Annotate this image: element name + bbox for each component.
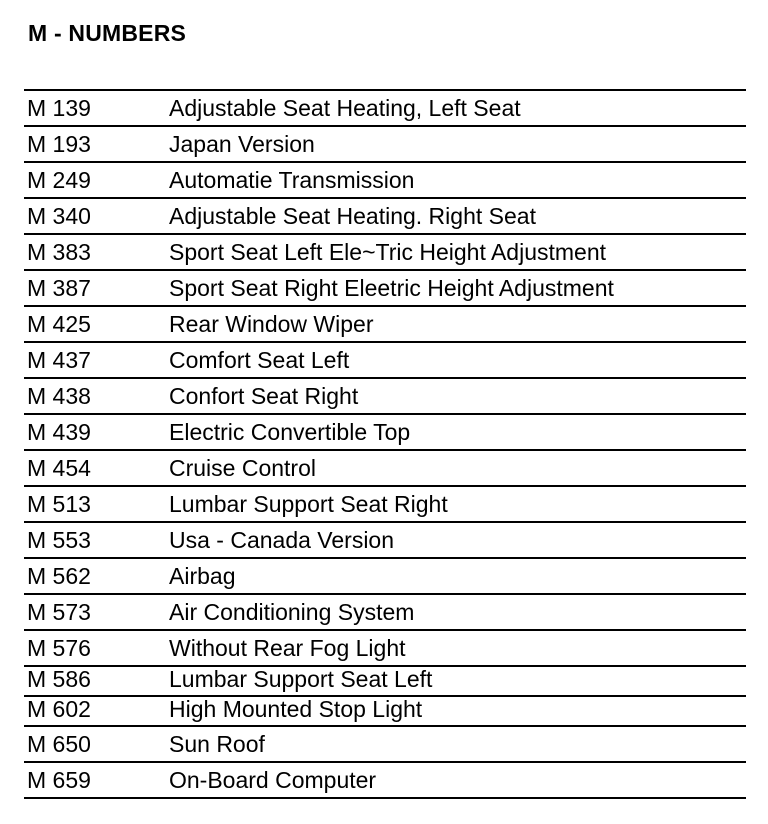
table-row: [24, 307, 746, 343]
m-code: M 562: [27, 563, 91, 589]
m-description: Airbag: [169, 563, 236, 589]
table-row: [24, 523, 746, 559]
m-description: Confort Seat Right: [169, 383, 359, 409]
table-row: [24, 343, 746, 379]
m-description: Sport Seat Left Ele~Tric Height Adjustment: [169, 239, 607, 265]
m-description: Lumbar Support Seat Left: [169, 666, 433, 692]
m-description: Without Rear Fog Light: [169, 635, 406, 661]
table-row: [24, 127, 746, 163]
m-code: M 387: [27, 275, 91, 301]
m-description: Japan Version: [169, 131, 315, 157]
m-description: Comfort Seat Left: [169, 347, 350, 373]
m-description: Lumbar Support Seat Right: [169, 491, 448, 517]
table-row: [24, 763, 746, 799]
table-row: [24, 451, 746, 487]
table-row: [24, 199, 746, 235]
m-code: M 425: [27, 311, 91, 337]
m-description: Adjustable Seat Heating, Left Seat: [169, 95, 521, 121]
m-code: M 602: [27, 696, 91, 722]
m-description: Usa - Canada Version: [169, 527, 395, 553]
table-row: [24, 595, 746, 631]
m-description: Automatie Transmission: [169, 167, 415, 193]
table-row: [24, 727, 746, 763]
m-description: Cruise Control: [169, 455, 316, 481]
table-row: [24, 163, 746, 199]
m-code: M 438: [27, 383, 91, 409]
m-code: M 439: [27, 419, 91, 445]
m-code: M 249: [27, 167, 91, 193]
m-code: M 513: [27, 491, 91, 517]
m-description: Sun Roof: [169, 731, 265, 757]
m-code: M 576: [27, 635, 91, 661]
m-code: M 659: [27, 767, 91, 793]
table-row: [24, 271, 746, 307]
table-row: [24, 415, 746, 451]
m-description: Sport Seat Right Eleetric Height Adjustment: [169, 275, 614, 301]
m-numbers-table: [24, 89, 746, 799]
m-description: High Mounted Stop Light: [169, 696, 423, 722]
m-code: M 340: [27, 203, 91, 229]
table-row: [24, 631, 746, 667]
m-code: M 553: [27, 527, 91, 553]
m-description: Rear Window Wiper: [169, 311, 374, 337]
m-description: On-Board Computer: [169, 767, 377, 793]
m-code: M 454: [27, 455, 91, 481]
m-code: M 193: [27, 131, 91, 157]
m-code: M 383: [27, 239, 91, 265]
table-row: [24, 697, 746, 727]
page-title: M - NUMBERS: [28, 20, 187, 46]
m-description: Air Conditioning System: [169, 599, 415, 625]
m-code: M 139: [27, 95, 91, 121]
table-row: [24, 379, 746, 415]
m-description: Adjustable Seat Heating. Right Seat: [169, 203, 536, 229]
table-row: [24, 91, 746, 127]
m-code: M 650: [27, 731, 91, 757]
m-code: M 573: [27, 599, 91, 625]
table-row: [24, 487, 746, 523]
table-row: [24, 667, 746, 697]
table-row: [24, 559, 746, 595]
m-code: M 586: [27, 666, 91, 692]
m-code: M 437: [27, 347, 91, 373]
m-description: Electric Convertible Top: [169, 419, 411, 445]
table-row: [24, 235, 746, 271]
